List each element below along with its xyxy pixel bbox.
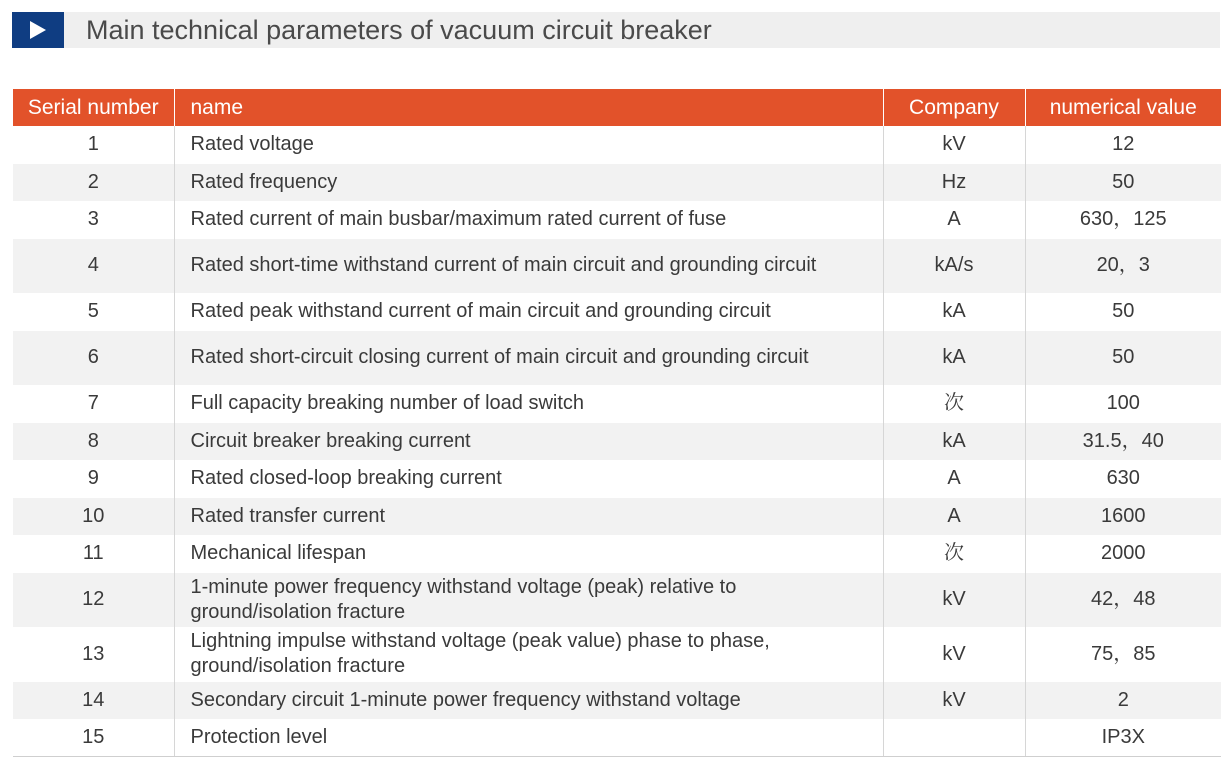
cell-value: 1600: [1025, 498, 1221, 536]
cell-value: 630: [1106, 467, 1140, 490]
table-row: [13, 385, 1221, 423]
cell-value: 42，48: [1025, 573, 1221, 628]
cell-serial: 12: [13, 573, 174, 628]
cell-company: kA: [883, 293, 1025, 331]
play-icon: [12, 12, 64, 48]
cell-value: 50: [1112, 300, 1135, 323]
cell-value: 630，125: [1079, 208, 1167, 231]
column-header-name: name: [174, 89, 883, 126]
table-row: [13, 498, 1221, 536]
cell-value: 75，85: [1091, 642, 1156, 665]
cell-value: 50: [1025, 164, 1221, 202]
cell-company: kA: [883, 331, 1025, 386]
column-header-value: numerical value: [1025, 89, 1221, 126]
table-row: [13, 126, 1221, 164]
table-row: [13, 460, 1221, 498]
cell-value: 2000: [1101, 542, 1146, 565]
cell-company: kA/s: [883, 239, 1025, 294]
table-row: [13, 423, 1221, 461]
cell-name: Rated short-time withstand current of main circuit and grounding circuit: [174, 239, 883, 294]
cell-company: kV: [883, 573, 1025, 628]
cell-serial: 10: [13, 498, 174, 536]
cell-name: Rated closed-loop breaking current: [174, 460, 883, 498]
cell-value: 100: [1106, 392, 1140, 415]
table-row: [13, 331, 1221, 386]
table-row: [13, 573, 1221, 628]
cell-serial: 15: [13, 719, 174, 757]
cell-value: 20，3: [1025, 239, 1221, 294]
cell-serial: 6: [13, 331, 174, 386]
cell-serial: 5: [13, 293, 174, 331]
cell-serial: 11: [13, 535, 174, 573]
table-row: [13, 239, 1221, 294]
cell-company: kV: [883, 682, 1025, 720]
cell-company: kV: [883, 627, 1025, 682]
cell-serial: 13: [13, 627, 174, 682]
cell-name: Rated current of main busbar/maximum rated current of fuse: [174, 201, 883, 239]
cell-value: 50: [1025, 331, 1221, 386]
cell-company: kV: [883, 126, 1025, 164]
cell-name: Rated short-circuit closing current of main circuit and grounding circuit: [174, 331, 883, 386]
cell-serial: 9: [13, 460, 174, 498]
cell-name: Rated peak withstand current of main circuit and grounding circuit: [174, 293, 883, 331]
table-row: [13, 201, 1221, 239]
cell-value: IP3X: [1025, 719, 1221, 757]
cell-name: 1-minute power frequency withstand voltage (peak) relative to ground/isolation fracture: [174, 573, 883, 628]
cell-company: kA: [883, 423, 1025, 461]
cell-serial: 1: [13, 126, 174, 164]
cell-name: Rated voltage: [174, 126, 883, 164]
cell-company: 次: [883, 385, 1025, 423]
cell-company: A: [883, 460, 1025, 498]
cell-serial: 7: [13, 385, 174, 423]
cell-name: Full capacity breaking number of load switch: [174, 385, 883, 423]
table-row: [13, 627, 1221, 682]
table-row: [13, 719, 1221, 757]
cell-value: 2: [1025, 682, 1221, 720]
cell-name: Mechanical lifespan: [174, 535, 883, 573]
cell-value: 12: [1112, 133, 1135, 156]
cell-name: Protection level: [174, 719, 883, 757]
cell-value: 31.5，40: [1025, 423, 1221, 461]
parameters-table: [13, 89, 1221, 757]
cell-serial: 3: [13, 201, 174, 239]
cell-company: [883, 719, 1025, 757]
cell-name: Rated transfer current: [174, 498, 883, 536]
column-header-serial: Serial number: [13, 89, 174, 126]
table-row: [13, 293, 1221, 331]
cell-name: Circuit breaker breaking current: [174, 423, 883, 461]
cell-name: Secondary circuit 1-minute power frequency withstand voltage: [174, 682, 883, 720]
table-row: [13, 164, 1221, 202]
section-header: [12, 12, 1220, 48]
table-row: [13, 535, 1221, 573]
cell-serial: 4: [13, 239, 174, 294]
cell-serial: 14: [13, 682, 174, 720]
cell-company: Hz: [883, 164, 1025, 202]
cell-serial: 2: [13, 164, 174, 202]
cell-name: Rated frequency: [174, 164, 883, 202]
cell-name: Lightning impulse withstand voltage (peak value) phase to phase, ground/isolation fracture: [174, 627, 883, 682]
page-title: Main technical parameters of vacuum circuit breaker: [86, 15, 712, 45]
cell-company: A: [883, 498, 1025, 536]
cell-company: 次: [883, 535, 1025, 573]
cell-serial: 8: [13, 423, 174, 461]
cell-company: A: [883, 201, 1025, 239]
table-header-row: [13, 89, 1221, 126]
column-header-company: Company: [883, 89, 1025, 126]
table-row: [13, 682, 1221, 720]
